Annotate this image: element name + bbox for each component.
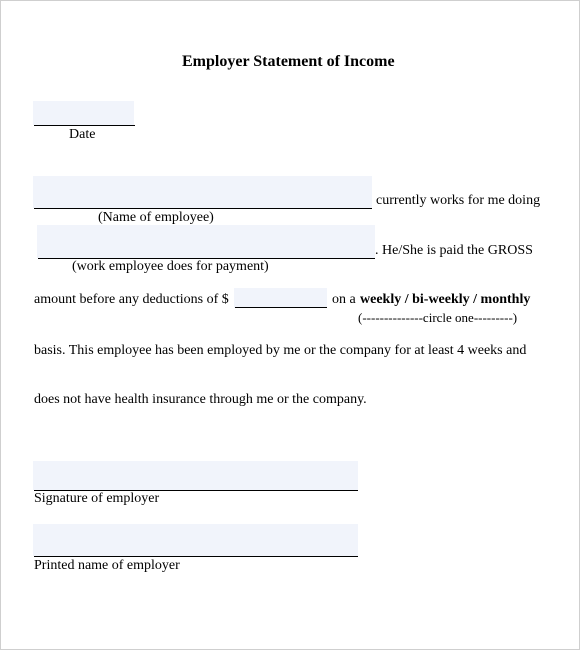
circle-one-hint: (--------------circle one---------)	[358, 310, 518, 325]
work-description-label: (work employee does for payment)	[72, 259, 269, 274]
signature-label: Signature of employer	[34, 491, 160, 506]
employment-duration-text: basis. This employee has been employed by me or the company for at least 4 weeks and	[34, 343, 527, 358]
work-description-field[interactable]	[37, 225, 375, 258]
health-insurance-text: does not have health insurance through me or the company.	[34, 392, 367, 407]
employee-name-label: (Name of employee)	[98, 210, 214, 225]
printed-name-field[interactable]	[33, 524, 358, 556]
pay-frequency-options: weekly / bi-weekly / monthly	[360, 292, 531, 307]
amount-underline	[235, 307, 327, 308]
amount-prefix-text: amount before any deductions of $	[34, 292, 229, 307]
amount-field[interactable]	[234, 288, 327, 308]
date-label: Date	[69, 127, 96, 142]
employee-name-underline	[34, 208, 372, 209]
works-for-text: currently works for me doing	[376, 193, 541, 208]
printed-name-label: Printed name of employer	[34, 558, 180, 573]
date-underline	[34, 125, 135, 126]
date-field[interactable]	[33, 101, 134, 125]
printed-name-underline	[34, 556, 358, 557]
document-title: Employer Statement of Income	[182, 53, 395, 70]
on-a-text: on a	[332, 292, 356, 307]
paid-gross-text: . He/She is paid the GROSS	[375, 243, 533, 258]
employee-name-field[interactable]	[33, 176, 372, 208]
signature-field[interactable]	[33, 461, 358, 490]
